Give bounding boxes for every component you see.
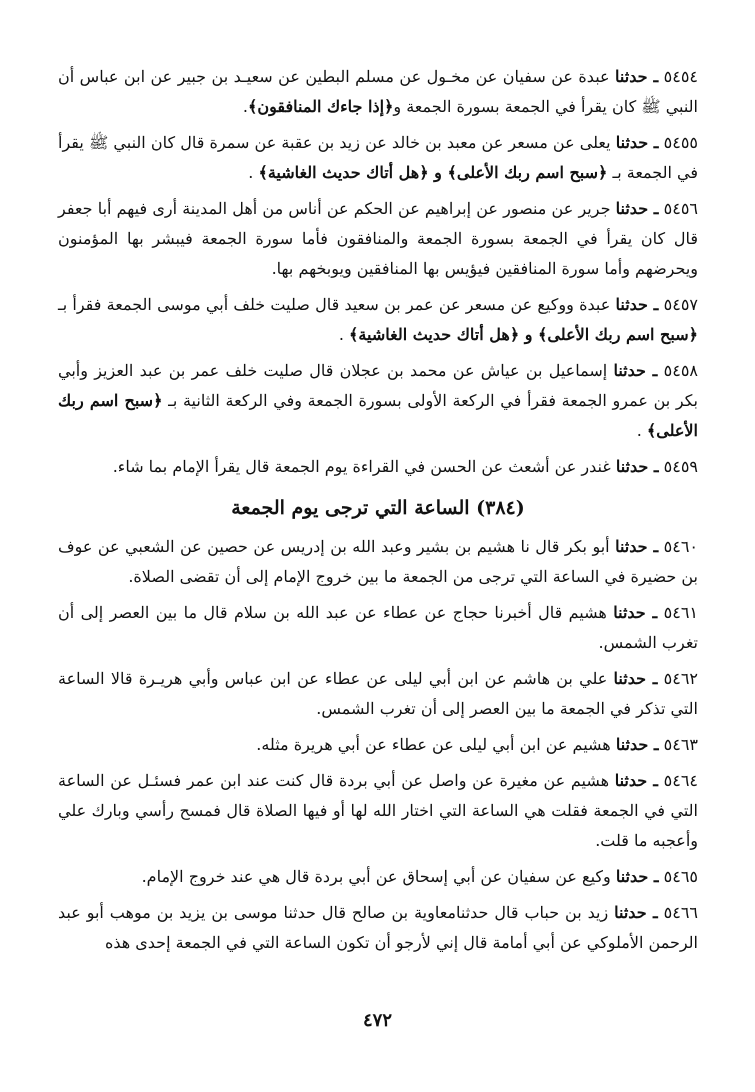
entry-lead: ـ حدثنا — [615, 67, 659, 86]
document-body — [58, 62, 698, 958]
entry-text: غندر عن أشعث عن الحسن في القراءة يوم الجمعة قال يقرأ الإمام بما شاء. — [112, 457, 616, 476]
entry-text: أبو بكر قال نا هشيم بن بشير وعبد الله بن إدريس عن حصين عن الشعبي عن عوف بن حضيرة في الساعة التي ترجى من الجمعة ما بين خروج الإمام إلى أن تقضى الصلاة. — [58, 537, 698, 586]
page-number: ٤٧٢ — [362, 1010, 392, 1031]
entry-text: عبدة ووكيع عن مسعر عن عمر بن سعيد قال صليت خلف أبي موسى الجمعة فقرأ بـ — [58, 295, 616, 314]
entries-group-a — [58, 62, 698, 482]
entry-quote: ﴿إذا جاءك المنافقون﴾ — [247, 97, 394, 116]
entry-text: إسماعيل بن عياش عن محمد بن عجلان قال صليت خلف عمر بن عبد العزيز وأبي بكر بن عمرو الجمعة فقرأ في الركعة الأولى بسورة الجمعة وفي الركعة الثانية بـ — [58, 361, 698, 410]
entry-lead: ـ حدثنا — [615, 867, 659, 886]
entry-text: هشيم قال أخبرنا حجاج عن عطاء عن عبد الله بن سلام قال ما بين العصر إلى أن تغرب الشمس. — [58, 603, 698, 652]
entry-number: ٥٤٥٦ — [663, 199, 698, 218]
entry-lead: ـ حدثنا — [615, 735, 659, 754]
entries-group-b — [58, 532, 698, 958]
hadith-entry — [58, 862, 698, 892]
entry-quote: ﴿سبح اسم ربك الأعلى﴾ و ﴿هل أتاك حديث الغاشية﴾ — [258, 163, 608, 182]
entry-tail: . — [248, 163, 259, 182]
entry-text: جرير عن منصور عن إبراهيم عن الحكم عن أناس من أهل المدينة أرى فيهم أبا جعفر قال كان يقرأ في الجمعة بسورة الجمعة والمنافقون فأما سورة الجمعة فيبشر بها المؤمنون ويحرضهم وأما سورة المنافقين فيؤيس بها المنافقين ويوبخهم بها. — [58, 199, 698, 278]
entry-number: ٥٤٦٢ — [663, 669, 699, 688]
entry-text: وكيع عن سفيان عن أبي إسحاق عن أبي بردة قال هي عند خروج الإمام. — [141, 867, 616, 886]
hadith-entry — [58, 664, 698, 724]
entry-lead: ـ حدثنا — [615, 295, 659, 314]
entry-lead: ـ حدثنا — [614, 903, 658, 922]
hadith-entry — [58, 290, 698, 350]
hadith-entry — [58, 598, 698, 658]
hadith-entry — [58, 194, 698, 284]
entry-quote: ﴿سبح اسم ربك الأعلى﴾ و ﴿هل أتاك حديث الغاشية﴾ — [349, 325, 698, 344]
entry-number: ٥٤٦٤ — [663, 771, 699, 790]
hadith-entry — [58, 766, 698, 856]
entry-quote: ﴿سبح اسم ربك الأعلى﴾ — [58, 391, 698, 440]
entry-text: هشيم عن مغيرة عن واصل عن أبي بردة قال كنت عند ابن عمر فسئـل عن الساعة التي في الجمعة فقلت هي الساعة التي اختار الله لها أو فيها الصلاة قال فمسح رأسي وبارك علي وأعجبه ما قلت. — [58, 771, 698, 850]
entry-tail: . — [242, 97, 248, 116]
entry-number: ٥٤٥٤ — [663, 67, 699, 86]
entry-text: عبدة عن سفيان عن مخـول عن مسلم البطين عن سعيـد بن جبير عن ابن عباس أن النبي ﷺ كان يقرأ في الجمعة بسورة الجمعة و — [58, 67, 698, 116]
entry-text: يعلى عن مسعر عن معبد بن خالد عن زيد بن عقبة عن سمرة قال كان النبي ﷺ يقرأ في الجمعة بـ — [58, 133, 698, 182]
entry-text: علي بن هاشم عن ابن أبي ليلى عن عطاء عن ابن عباس وأبي هريـرة قالا الساعة التي تذكر في الجمعة ما بين العصر إلى أن تغرب الشمس. — [58, 669, 698, 718]
entry-text: هشيم عن ابن أبي ليلى عن عطاء عن أبي هريرة مثله. — [256, 735, 616, 754]
entry-lead: ـ حدثنا — [613, 361, 658, 380]
entry-number: ٥٤٦٣ — [663, 735, 698, 754]
entry-number: ٥٤٦١ — [663, 603, 699, 622]
entry-lead: ـ حدثنا — [615, 133, 659, 152]
hadith-entry — [58, 62, 698, 122]
entry-number: ٥٤٥٧ — [663, 295, 698, 314]
entry-number: ٥٤٥٥ — [663, 133, 699, 152]
entry-lead: ـ حدثنا — [615, 537, 659, 556]
hadith-entry — [58, 356, 698, 446]
entry-lead: ـ حدثنا — [615, 199, 659, 218]
entry-tail: . — [636, 421, 647, 440]
entry-number: ٥٤٦٥ — [663, 867, 698, 886]
entry-lead: ـ حدثنا — [613, 669, 658, 688]
hadith-entry — [58, 730, 698, 760]
entry-number: ٥٤٦٦ — [663, 903, 699, 922]
entry-tail: . — [338, 325, 350, 344]
hadith-entry — [58, 532, 698, 592]
entry-number: ٥٤٦٠ — [663, 537, 698, 556]
hadith-entry — [58, 898, 698, 958]
entry-lead: ـ حدثنا — [613, 603, 658, 622]
hadith-entry — [58, 452, 698, 482]
chapter-heading: (٣٨٤) الساعة التي ترجى يوم الجمعة — [231, 497, 525, 519]
entry-text: زيد بن حباب قال حدثنامعاوية بن صالح قال حدثنا موسى بن يزيد بن موهب أبو عبد الرحمن الأملوكي عن أبي أمامة قال إني لأرجو أن تكون الساعة التي في الجمعة إحدى هذه — [58, 903, 698, 952]
entry-lead: ـ حدثنا — [615, 457, 659, 476]
entry-lead: ـ حدثنا — [614, 771, 658, 790]
entry-number: ٥٤٥٩ — [663, 457, 698, 476]
hadith-entry — [58, 128, 698, 188]
entry-number: ٥٤٥٨ — [663, 361, 699, 380]
